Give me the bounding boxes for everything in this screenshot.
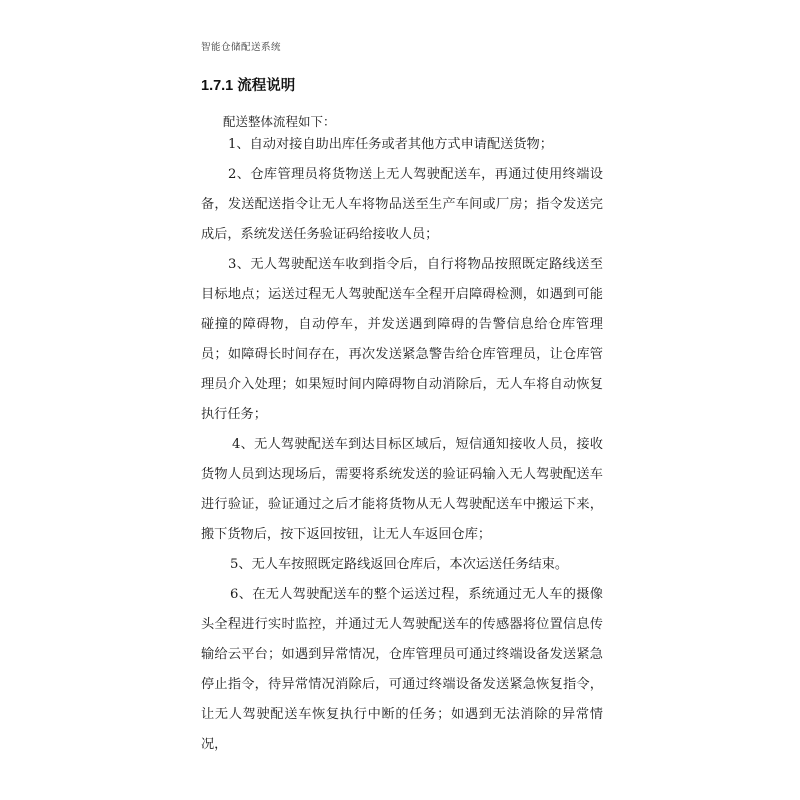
intro-text: 配送整体流程如下： bbox=[223, 114, 336, 129]
paragraph-step-6: 6、在无人驾驶配送车的整个运送过程，系统通过无人车的摄像头全程进行实时监控，并通过无人驾驶配送车的传感器将位置信息传输给云平台；如遇到异常情况，仓库管理员可通过终端设备发送紧急停止指令，待异常情况消除后，可通过终端设备发送紧急恢复指令，让无人驾驶配送车恢复执行中断的任务；如遇到无法消除的异常情况， bbox=[201, 587, 603, 752]
paragraph-step-2: 2、仓库管理员将货物送上无人驾驶配送车，再通过使用终端设备，发送配送指令让无人车将物品送至生产车间或厂房；指令发送完成后，系统发送任务验证码给接收人员； bbox=[201, 167, 603, 242]
running-header: 智能仓储配送系统 bbox=[201, 42, 282, 53]
section-heading: 1.7.1 流程说明 bbox=[201, 78, 296, 94]
paragraph-step-5: 5、无人车按照既定路线返回仓库后，本次运送任务结束。 bbox=[230, 557, 569, 572]
paragraph-step-3: 3、无人驾驶配送车收到指令后，自行将物品按照既定路线送至目标地点；运送过程无人驾驶配送车全程开启障碍检测，如遇到可能碰撞的障碍物，自动停车，并发送遇到障碍的告警信息给仓库管理员；如障碍长时间存在，再次发送紧急警告给仓库管理员，让仓库管理员介入处理；如果短时间内障碍物自动消除后，无人车将自动恢复执行任务； bbox=[201, 257, 603, 422]
section-body bbox=[201, 130, 603, 760]
paragraph-step-4: 4、无人驾驶配送车到达目标区域后，短信通知接收人员，接收货物人员到达现场后，需要将系统发送的验证码输入无人驾驶配送车进行验证，验证通过之后才能将货物从无人驾驶配送车中搬运下来，搬下货物后，按下返回按钮，让无人车返回仓库； bbox=[201, 437, 603, 542]
paragraph-step-1: 1、自动对接自助出库任务或者其他方式申请配送货物； bbox=[228, 137, 553, 152]
